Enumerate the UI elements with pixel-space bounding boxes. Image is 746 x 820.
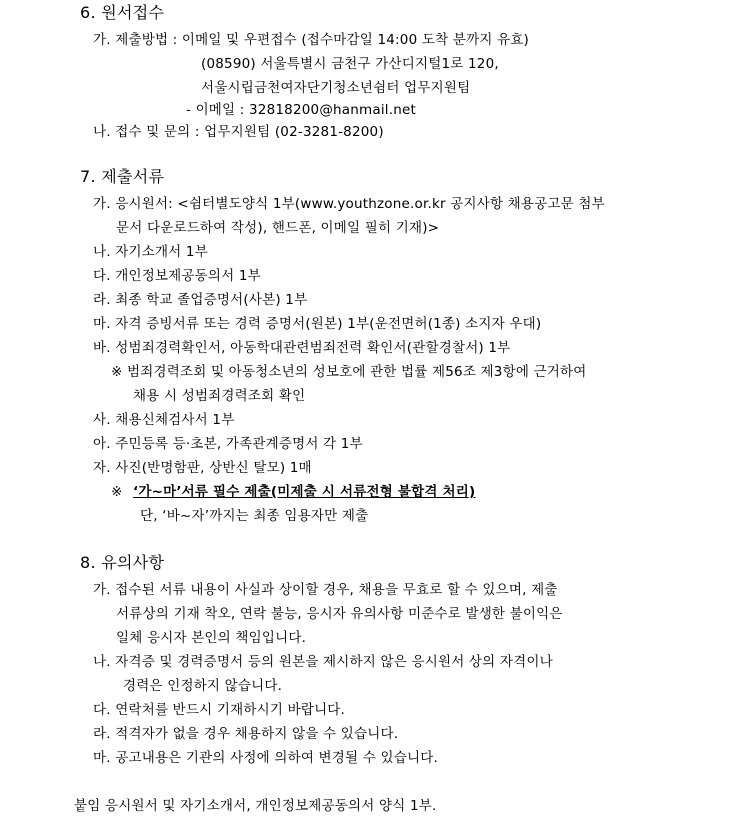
s7-item-da: 다. 개인정보제공동의서 1부	[93, 268, 261, 284]
s8-item-na-line2: 경력은 인정하지 않습니다.	[123, 678, 283, 694]
s6-item-ga-line3: 서울시립금천여자단기청소년쉼터 업무지원팀	[201, 80, 471, 96]
s7-item-ga-line1: 가. 응시원서: <쉼터별도양식 1부(www.youthzone.or.kr 공지사항 채용공고문 첨부	[93, 196, 605, 212]
s8-item-ra: 라. 적격자가 없을 경우 채용하지 않을 수 있습니다.	[93, 726, 399, 742]
s8-item-ga-line1: 가. 접수된 서류 내용이 사실과 상이할 경우, 채용을 무효로 할 수 있으며, 제출	[93, 582, 558, 598]
s7-item-na: 나. 자기소개서 1부	[93, 244, 208, 260]
section-7-heading: 7. 제출서류	[80, 167, 165, 186]
s7-note1-line1: ※ 범죄경력조회 및 아동청소년의 성보호에 관한 법률 제56조 제3항에 근거하여	[111, 364, 587, 380]
s6-item-ga-line2: (08590) 서울특별시 금천구 가산디지털1로 120,	[201, 56, 499, 72]
s7-note1-line2: 채용 시 성범죄경력조회 확인	[133, 388, 306, 404]
s7-item-ma: 마. 자격 증빙서류 또는 경력 증명서(원본) 1부(운전면허(1종) 소지자 우대)	[93, 316, 542, 332]
s6-item-na: 나. 접수 및 문의 : 업무지원팀 (02-3281-8200)	[93, 124, 384, 140]
s7-item-ba: 바. 성범죄경력확인서, 아동학대관련범죄전력 확인서(관할경찰서) 1부	[93, 340, 511, 356]
s7-item-ja: 자. 사진(반명함판, 상반신 탈모) 1매	[93, 460, 312, 476]
s8-item-ma: 마. 공고내용은 기관의 사정에 의하여 변경될 수 있습니다.	[93, 750, 438, 766]
section-6-heading: 6. 원서접수	[80, 3, 165, 22]
s6-item-ga-line1: 가. 제출방법 : 이메일 및 우편접수 (접수마감일 14:00 도착 분까지 유효)	[93, 32, 530, 48]
s7-item-ga-line2: 문서 다운로드하여 작성), 핸드폰, 이메일 필히 기재)>	[116, 220, 440, 236]
s8-item-da: 다. 연락처를 반드시 기재하시기 바랍니다.	[93, 702, 346, 718]
s8-item-ga-line2: 서류상의 기재 착오, 연락 불능, 응시자 유의사항 미준수로 발생한 불이익은	[116, 606, 563, 622]
s6-item-ga-line4: - 이메일 : 32818200@hanmail.net	[186, 102, 416, 118]
s7-item-a: 아. 주민등록 등·초본, 가족관계증명서 각 1부	[93, 436, 363, 452]
s7-item-sa: 사. 채용신체검사서 1부	[93, 412, 235, 428]
s8-item-ga-line3: 일체 응시자 본인의 책임입니다.	[116, 630, 307, 646]
s8-item-na-line1: 나. 자격증 및 경력증명서 등의 원본을 제시하지 않은 응시원서 상의 자격이나	[93, 654, 553, 670]
section-8-heading: 8. 유의사항	[80, 553, 165, 572]
note-mark: ※	[111, 484, 123, 500]
s7-item-ra: 라. 최종 학교 졸업증명서(사본) 1부	[93, 292, 308, 308]
attachment-note: 붙임 응시원서 및 자기소개서, 개인정보제공동의서 양식 1부.	[74, 798, 437, 814]
s7-note2-line2: 단, ‘바~자’까지는 최종 임용자만 제출	[140, 508, 369, 524]
required-documents-notice: ‘가~마’서류 필수 제출(미제출 시 서류전형 불합격 처리)	[133, 484, 476, 500]
s7-note2-line1	[111, 482, 475, 502]
